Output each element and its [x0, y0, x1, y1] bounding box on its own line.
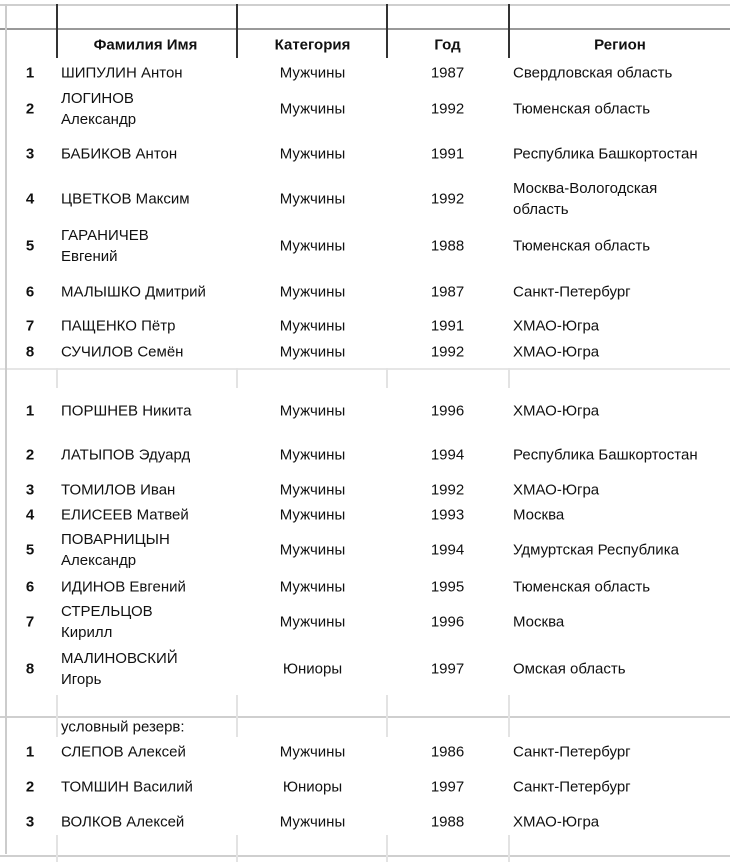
grid-line: [0, 4, 730, 6]
category-cell: Мужчины: [279, 64, 346, 82]
category-cell: Юниоры: [282, 778, 343, 796]
year-cell: 1993: [430, 506, 465, 524]
year-cell: 1994: [430, 541, 465, 559]
grid-line: [386, 4, 388, 58]
athlete-name: СУЧИЛОВ Семён: [61, 343, 184, 361]
region-cell: Омская область: [513, 660, 626, 678]
athlete-name: МАЛИНОВСКИЙ Игорь: [61, 650, 178, 688]
year-cell: 1997: [430, 778, 465, 796]
athlete-name: ТОМШИН Василий: [61, 778, 193, 796]
category-cell: Мужчины: [279, 237, 346, 255]
region-cell: ХМАО-Югра: [513, 317, 600, 335]
region-cell: Санкт-Петербург: [513, 283, 631, 301]
row-number: 6: [25, 283, 35, 301]
athlete-name: ПОРШНЕВ Никита: [61, 402, 192, 420]
grid-line: [56, 368, 58, 388]
year-cell: 1992: [430, 100, 465, 118]
athlete-name: ИДИНОВ Евгений: [61, 578, 186, 596]
year-cell: 1996: [430, 613, 465, 631]
category-cell: Мужчины: [279, 578, 346, 596]
region-cell: Тюменская область: [513, 100, 651, 118]
row-number: 3: [25, 813, 35, 831]
row-number: 3: [25, 145, 35, 163]
region-cell: Санкт-Петербург: [513, 743, 631, 761]
year-cell: 1992: [430, 190, 465, 208]
region-cell: ХМАО-Югра: [513, 402, 600, 420]
region-cell: ХМАО-Югра: [513, 481, 600, 499]
row-number: 1: [25, 64, 35, 82]
grid-line: [236, 4, 238, 58]
athlete-name: МАЛЫШКО Дмитрий: [61, 283, 206, 301]
year-cell: 1995: [430, 578, 465, 596]
region-cell: Республика Башкортостан: [513, 145, 698, 163]
athlete-name: СЛЕПОВ Алексей: [61, 743, 186, 761]
athlete-name: ТОМИЛОВ Иван: [61, 481, 176, 499]
row-number: 1: [25, 402, 35, 420]
category-cell: Мужчины: [279, 402, 346, 420]
athlete-name: ЦВЕТКОВ Максим: [61, 190, 190, 208]
year-cell: 1997: [430, 660, 465, 678]
row-number: 5: [25, 237, 35, 255]
athlete-name: ГАРАНИЧЕВ Евгений: [61, 227, 149, 265]
year-cell: 1987: [430, 64, 465, 82]
grid-line: [508, 835, 510, 862]
category-cell: Мужчины: [279, 100, 346, 118]
athlete-name: ШИПУЛИН Антон: [61, 64, 183, 82]
row-number: 4: [25, 190, 35, 208]
region-cell: Свердловская область: [513, 64, 673, 82]
region-cell: ХМАО-Югра: [513, 813, 600, 831]
athlete-name: ЕЛИСЕЕВ Матвей: [61, 506, 189, 524]
grid-line: [508, 368, 510, 388]
grid-line: [236, 835, 238, 862]
header-region: Регион: [594, 36, 646, 54]
grid-line: [508, 695, 510, 737]
row-number: 5: [25, 541, 35, 559]
category-cell: Мужчины: [279, 613, 346, 631]
category-cell: Мужчины: [279, 317, 346, 335]
athlete-name: БАБИКОВ Антон: [61, 145, 178, 163]
header-category: Категория: [274, 36, 351, 54]
athlete-name: ПАЩЕНКО Пётр: [61, 317, 176, 335]
athlete-name: ЛАТЫПОВ Эдуард: [61, 446, 191, 464]
category-cell: Мужчины: [279, 283, 346, 301]
grid-line: [236, 368, 238, 388]
region-cell: Москва-Вологодская область: [513, 180, 658, 218]
region-cell: Санкт-Петербург: [513, 778, 631, 796]
row-number: 4: [25, 506, 35, 524]
year-cell: 1988: [430, 237, 465, 255]
grid-line: [0, 855, 730, 857]
row-number: 2: [25, 778, 35, 796]
category-cell: Мужчины: [279, 813, 346, 831]
category-cell: Мужчины: [279, 343, 346, 361]
grid-line: [386, 835, 388, 862]
year-cell: 1992: [430, 481, 465, 499]
year-cell: 1987: [430, 283, 465, 301]
athlete-name: СТРЕЛЬЦОВ Кирилл: [61, 603, 153, 641]
region-cell: ХМАО-Югра: [513, 343, 600, 361]
athlete-name: ПОВАРНИЦЫН Александр: [61, 531, 170, 569]
row-number: 7: [25, 317, 35, 335]
row-number: 1: [25, 743, 35, 761]
region-cell: Москва: [513, 613, 565, 631]
region-cell: Удмуртская Республика: [513, 541, 679, 559]
category-cell: Мужчины: [279, 481, 346, 499]
row-number: 6: [25, 578, 35, 596]
year-cell: 1991: [430, 145, 465, 163]
category-cell: Мужчины: [279, 541, 346, 559]
athlete-name: ВОЛКОВ Алексей: [61, 813, 185, 831]
header-year: Год: [434, 36, 461, 54]
category-cell: Мужчины: [279, 190, 346, 208]
grid-line: [0, 368, 730, 370]
region-cell: Москва: [513, 506, 565, 524]
year-cell: 1994: [430, 446, 465, 464]
category-cell: Мужчины: [279, 446, 346, 464]
region-cell: Республика Башкортостан: [513, 446, 698, 464]
row-number: 3: [25, 481, 35, 499]
year-cell: 1991: [430, 317, 465, 335]
year-cell: 1988: [430, 813, 465, 831]
header-name: Фамилия Имя: [93, 36, 198, 54]
category-cell: Юниоры: [282, 660, 343, 678]
grid-line: [56, 835, 58, 862]
row-number: 2: [25, 446, 35, 464]
row-number: 2: [25, 100, 35, 118]
row-number: 7: [25, 613, 35, 631]
grid-line: [5, 4, 7, 854]
grid-line: [0, 28, 730, 30]
grid-line: [56, 695, 58, 737]
grid-line: [386, 368, 388, 388]
reserve-label: условный резерв:: [61, 718, 185, 736]
grid-line: [386, 695, 388, 737]
category-cell: Мужчины: [279, 743, 346, 761]
category-cell: Мужчины: [279, 145, 346, 163]
category-cell: Мужчины: [279, 506, 346, 524]
grid-line: [236, 695, 238, 737]
row-number: 8: [25, 343, 35, 361]
year-cell: 1992: [430, 343, 465, 361]
athlete-name: ЛОГИНОВ Александр: [61, 90, 137, 128]
region-cell: Тюменская область: [513, 237, 651, 255]
row-number: 8: [25, 660, 35, 678]
year-cell: 1986: [430, 743, 465, 761]
year-cell: 1996: [430, 402, 465, 420]
region-cell: Тюменская область: [513, 578, 651, 596]
